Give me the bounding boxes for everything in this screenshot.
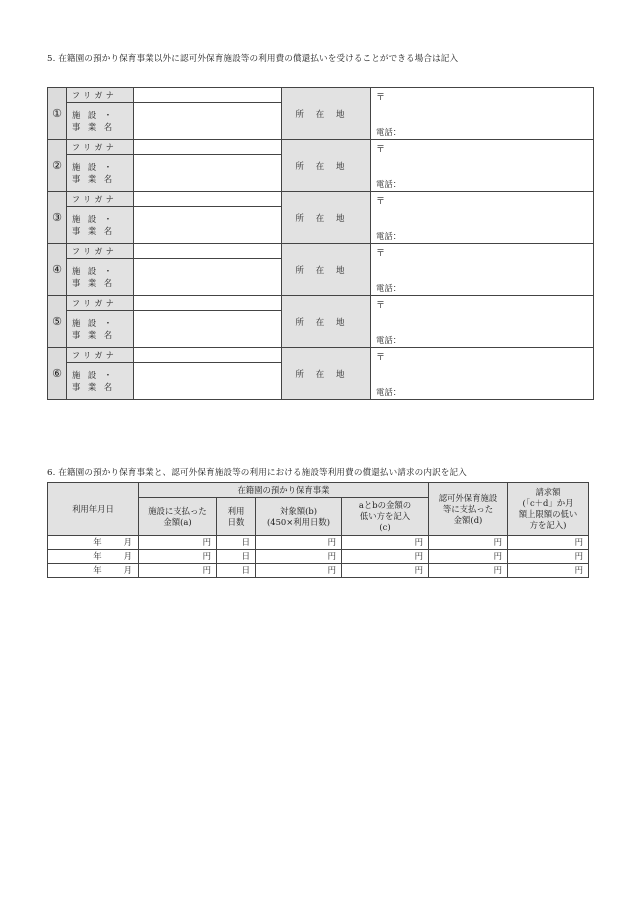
facility-row bbox=[48, 88, 594, 103]
col-header-claim-amount: 請求額 (「c＋d」か月 額上限額の低い 方を記入) bbox=[508, 483, 589, 536]
facility-name-field[interactable] bbox=[134, 363, 282, 400]
facility-name-label: 施設・ 事業名 bbox=[67, 363, 134, 400]
facility-row-number: ② bbox=[48, 140, 67, 192]
amount-a-cell[interactable]: 円 bbox=[139, 536, 217, 550]
location-field[interactable] bbox=[371, 140, 594, 192]
col-header-usage-month: 利用年月日 bbox=[48, 483, 139, 536]
amount-b-cell[interactable]: 円 bbox=[256, 564, 342, 578]
days-cell[interactable]: 日 bbox=[217, 550, 256, 564]
location-label: 所在地 bbox=[282, 348, 371, 400]
phone-label: 電話： bbox=[376, 230, 402, 241]
furigana-field[interactable] bbox=[134, 244, 282, 259]
phone-label: 電話： bbox=[376, 282, 402, 293]
section6-heading: 6. 在籍園の預かり保育事業と、認可外保育施設等の利用における施設等利用費の償還払い請求の内訳を記入 bbox=[47, 468, 467, 478]
section5-heading: 5. 在籍園の預かり保育事業以外に認可外保育施設等の利用費の償還払いを受けることができる場合は記入 bbox=[47, 54, 459, 64]
amount-b-cell[interactable]: 円 bbox=[256, 550, 342, 564]
furigana-label: フリガナ bbox=[67, 88, 134, 103]
col-header-amount-c: aとbの金額の 低い方を記入 (c) bbox=[342, 498, 429, 536]
usage-month-cell[interactable]: 年 月 bbox=[48, 536, 139, 550]
col-header-amount-a: 施設に支払った 金額(a) bbox=[139, 498, 217, 536]
facility-row bbox=[48, 244, 594, 259]
usage-month-cell[interactable]: 年 月 bbox=[48, 564, 139, 578]
facility-name-field[interactable] bbox=[134, 207, 282, 244]
furigana-label: フリガナ bbox=[67, 140, 134, 155]
facility-row-number: ③ bbox=[48, 192, 67, 244]
postal-mark: 〒 bbox=[376, 352, 386, 363]
facility-name-field[interactable] bbox=[134, 259, 282, 296]
location-label: 所在地 bbox=[282, 88, 371, 140]
table-row bbox=[48, 564, 589, 578]
col-header-amount-b: 対象額(b) (450×利用日数) bbox=[256, 498, 342, 536]
phone-label: 電話： bbox=[376, 178, 402, 189]
location-field[interactable] bbox=[371, 348, 594, 400]
location-field[interactable] bbox=[371, 244, 594, 296]
furigana-label: フリガナ bbox=[67, 296, 134, 311]
phone-label: 電話： bbox=[376, 386, 402, 397]
facility-name-field[interactable] bbox=[134, 311, 282, 348]
facility-row-number: ⑤ bbox=[48, 296, 67, 348]
facility-name-label: 施設・ 事業名 bbox=[67, 207, 134, 244]
furigana-label: フリガナ bbox=[67, 244, 134, 259]
claim-amount-cell[interactable]: 円 bbox=[508, 536, 589, 550]
facility-name-label: 施設・ 事業名 bbox=[67, 155, 134, 192]
table-row bbox=[48, 550, 589, 564]
location-label: 所在地 bbox=[282, 296, 371, 348]
facility-row bbox=[48, 192, 594, 207]
furigana-field[interactable] bbox=[134, 88, 282, 103]
furigana-label: フリガナ bbox=[67, 348, 134, 363]
amount-c-cell[interactable]: 円 bbox=[342, 564, 429, 578]
postal-mark: 〒 bbox=[376, 300, 386, 311]
days-cell[interactable]: 日 bbox=[217, 536, 256, 550]
postal-mark: 〒 bbox=[376, 248, 386, 259]
group-header-childcare: 在籍園の預かり保育事業 bbox=[139, 483, 429, 498]
days-cell[interactable]: 日 bbox=[217, 564, 256, 578]
amount-a-cell[interactable]: 円 bbox=[139, 564, 217, 578]
facility-name-field[interactable] bbox=[134, 103, 282, 140]
phone-label: 電話： bbox=[376, 126, 402, 137]
furigana-field[interactable] bbox=[134, 192, 282, 207]
facility-name-label: 施設・ 事業名 bbox=[67, 259, 134, 296]
amount-b-cell[interactable]: 円 bbox=[256, 536, 342, 550]
facility-row bbox=[48, 296, 594, 311]
facility-name-label: 施設・ 事業名 bbox=[67, 311, 134, 348]
phone-label: 電話： bbox=[376, 334, 402, 345]
amount-a-cell[interactable]: 円 bbox=[139, 550, 217, 564]
facility-row-number: ⑥ bbox=[48, 348, 67, 400]
location-label: 所在地 bbox=[282, 244, 371, 296]
furigana-field[interactable] bbox=[134, 348, 282, 363]
facility-row bbox=[48, 348, 594, 363]
facility-row-number: ① bbox=[48, 88, 67, 140]
amount-d-cell[interactable]: 円 bbox=[429, 550, 508, 564]
amount-d-cell[interactable]: 円 bbox=[429, 536, 508, 550]
col-header-amount-d: 認可外保育施設 等に支払った 金額(d) bbox=[429, 483, 508, 536]
furigana-label: フリガナ bbox=[67, 192, 134, 207]
facility-name-label: 施設・ 事業名 bbox=[67, 103, 134, 140]
location-field[interactable] bbox=[371, 296, 594, 348]
facility-row bbox=[48, 140, 594, 155]
claim-amount-cell[interactable]: 円 bbox=[508, 550, 589, 564]
postal-mark: 〒 bbox=[376, 144, 386, 155]
postal-mark: 〒 bbox=[376, 196, 386, 207]
amount-d-cell[interactable]: 円 bbox=[429, 564, 508, 578]
amount-c-cell[interactable]: 円 bbox=[342, 536, 429, 550]
amount-c-cell[interactable]: 円 bbox=[342, 550, 429, 564]
usage-month-cell[interactable]: 年 月 bbox=[48, 550, 139, 564]
facility-name-field[interactable] bbox=[134, 155, 282, 192]
col-header-days: 利用 日数 bbox=[217, 498, 256, 536]
furigana-field[interactable] bbox=[134, 296, 282, 311]
location-field[interactable] bbox=[371, 88, 594, 140]
claim-breakdown-table bbox=[47, 482, 589, 578]
facility-row-number: ④ bbox=[48, 244, 67, 296]
facility-table bbox=[47, 87, 594, 400]
location-label: 所在地 bbox=[282, 140, 371, 192]
table-row bbox=[48, 536, 589, 550]
postal-mark: 〒 bbox=[376, 92, 386, 103]
location-field[interactable] bbox=[371, 192, 594, 244]
claim-amount-cell[interactable]: 円 bbox=[508, 564, 589, 578]
location-label: 所在地 bbox=[282, 192, 371, 244]
furigana-field[interactable] bbox=[134, 140, 282, 155]
